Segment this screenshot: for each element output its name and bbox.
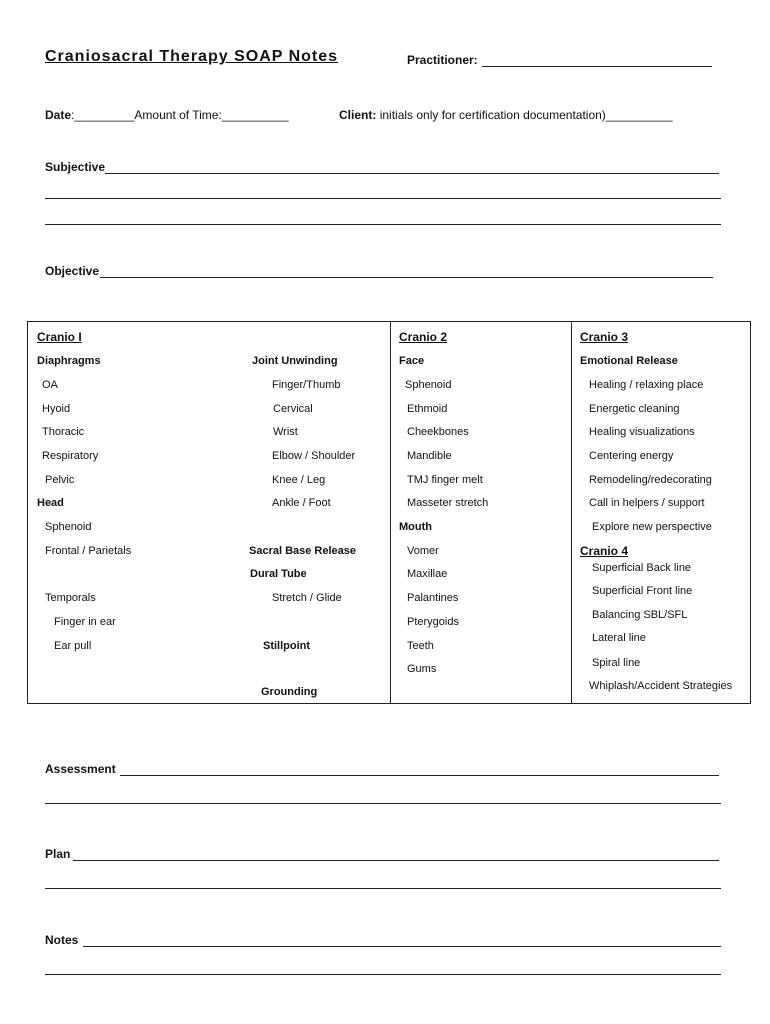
list-item: Remodeling/redecorating (589, 474, 712, 486)
amount-of-time-field[interactable]: Amount of Time:__________ (134, 108, 289, 122)
list-item: Teeth (407, 640, 434, 652)
list-item: Thoracic (42, 426, 85, 438)
grounding: Grounding (261, 686, 318, 698)
subjective-line-3[interactable] (45, 224, 721, 225)
list-item: Respiratory (42, 450, 99, 462)
face-title: Face (399, 355, 425, 367)
client-field[interactable]: initials only for certification documentation)__________ (379, 108, 673, 122)
list-item: Masseter stretch (407, 497, 489, 509)
sacral-base-release: Sacral Base Release (249, 545, 357, 557)
plan-label: Plan (45, 847, 71, 861)
objective-label: Objective (45, 264, 100, 278)
list-item: Sphenoid (405, 379, 452, 391)
list-item: Call in helpers / support (589, 497, 705, 509)
list-item: Gums (407, 663, 437, 675)
list-item: Maxillae (407, 568, 448, 580)
list-item: Ear pull (54, 640, 92, 652)
list-item: Whiplash/Accident Strategies (589, 680, 733, 692)
list-item: Pelvic (45, 474, 75, 486)
practitioner-label: Practitioner: (407, 53, 478, 67)
list-item: Palantines (407, 592, 459, 604)
list-item: Mandible (407, 450, 452, 462)
date-field[interactable]: :_________ (71, 108, 135, 122)
assessment-line-1[interactable] (120, 775, 719, 776)
list-item: Centering energy (589, 450, 674, 462)
list-item: Finger in ear (54, 616, 116, 628)
list-item: TMJ finger melt (407, 474, 483, 486)
date-label: Date (45, 108, 72, 122)
plan-line-1[interactable] (73, 860, 719, 861)
plan-line-2[interactable] (45, 888, 721, 889)
client-label: Client: (339, 108, 377, 122)
head-title: Head (37, 497, 64, 509)
objective-line[interactable] (100, 277, 713, 278)
list-item: Cheekbones (407, 426, 469, 438)
list-item: Hyoid (42, 403, 71, 415)
list-item: Energetic cleaning (589, 403, 680, 415)
assessment-line-2[interactable] (45, 803, 721, 804)
practitioner-field[interactable] (482, 66, 712, 67)
column-divider (571, 322, 572, 703)
list-item: Healing visualizations (589, 426, 695, 438)
list-item: Frontal / Parietals (45, 545, 132, 557)
joint-unwinding-title: Joint Unwinding (252, 355, 338, 367)
dural-tube-title: Dural Tube (250, 568, 307, 580)
list-item: Vomer (407, 545, 439, 557)
date-row (45, 108, 289, 122)
list-item: Ethmoid (407, 403, 448, 415)
list-item: Elbow / Shoulder (272, 450, 356, 462)
list-item: OA (42, 379, 58, 391)
column-divider (390, 322, 391, 703)
mouth-title: Mouth (399, 521, 432, 533)
subjective-line-2[interactable] (45, 198, 721, 199)
list-item: Superficial Back line (592, 562, 692, 574)
subjective-line-1[interactable] (105, 173, 719, 174)
client-row (339, 108, 673, 122)
list-item: Finger/Thumb (272, 379, 341, 391)
subjective-label: Subjective (45, 160, 106, 174)
list-item: Stretch / Glide (272, 592, 342, 604)
page-title: Craniosacral Therapy SOAP Notes (45, 48, 339, 65)
list-item: Superficial Front line (592, 585, 693, 597)
notes-label: Notes (45, 933, 79, 947)
assessment-label: Assessment (45, 762, 116, 776)
notes-line-1[interactable] (83, 946, 721, 947)
cranio-4-heading: Cranio 4 (580, 544, 629, 558)
notes-line-2[interactable] (45, 974, 721, 975)
list-item: Healing / relaxing place (589, 379, 704, 391)
list-item: Cervical (273, 403, 313, 415)
cranio-1-heading: Cranio I (37, 330, 82, 344)
emotional-release-title: Emotional Release (580, 355, 678, 367)
list-item: Lateral line (592, 632, 646, 644)
technique-grid (27, 321, 751, 704)
list-item: Temporals (45, 592, 96, 604)
diaphragms-title: Diaphragms (37, 355, 101, 367)
list-item: Ankle / Foot (272, 497, 331, 509)
list-item: Balancing SBL/SFL (592, 609, 688, 621)
list-item: Explore new perspective (592, 521, 712, 533)
list-item: Knee / Leg (272, 474, 326, 486)
stillpoint: Stillpoint (263, 640, 311, 652)
list-item: Pterygoids (407, 616, 459, 628)
list-item: Sphenoid (45, 521, 92, 533)
list-item: Spiral line (592, 657, 641, 669)
cranio-3-heading: Cranio 3 (580, 330, 629, 344)
list-item: Wrist (273, 426, 298, 438)
cranio-2-heading: Cranio 2 (399, 330, 448, 344)
